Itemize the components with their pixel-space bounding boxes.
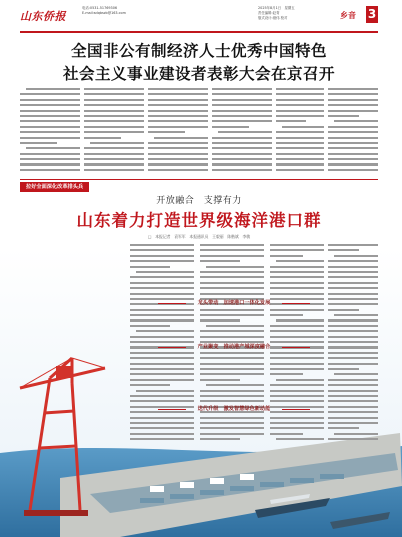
text-line: [84, 99, 144, 101]
text-line: [148, 158, 208, 160]
text-line: [200, 352, 264, 354]
text-line: [328, 309, 359, 311]
text-line: [328, 115, 359, 117]
text-line: [276, 260, 324, 262]
text-line: [328, 131, 378, 133]
text-line: [130, 417, 194, 419]
text-line: [130, 438, 194, 440]
text-line: [328, 126, 378, 128]
text-line: [212, 153, 272, 155]
text-line: [328, 352, 378, 354]
text-line: [270, 422, 324, 424]
text-line: [270, 266, 324, 268]
text-lines: [270, 244, 324, 440]
story2-column: [328, 244, 378, 444]
text-line: [200, 244, 264, 246]
text-line: [328, 363, 378, 365]
text-line: [270, 249, 324, 251]
text-line: [200, 319, 240, 321]
text-line: [130, 276, 194, 278]
story1-column: [328, 88, 378, 176]
text-line: [270, 433, 303, 435]
story2-kicker: 开放融合 支撑有力: [156, 196, 242, 206]
text-line: [130, 341, 194, 343]
text-line: [328, 330, 378, 332]
text-line: [20, 153, 80, 155]
text-line: [148, 120, 208, 122]
text-lines: [20, 88, 80, 171]
masthead-email: E-mail:sdqbszb@163.com: [82, 11, 126, 15]
text-line: [84, 131, 144, 133]
text-line: [328, 142, 378, 144]
text-line: [270, 303, 324, 305]
text-line: [328, 249, 359, 251]
text-line: [328, 244, 378, 246]
text-line: [130, 244, 194, 246]
text-line: [20, 126, 80, 128]
text-line: [276, 319, 324, 321]
text-line: [328, 384, 378, 386]
text-line: [270, 352, 324, 354]
text-line: [270, 314, 303, 316]
text-line: [148, 131, 185, 133]
text-line: [130, 255, 194, 257]
text-lines: [276, 88, 324, 171]
text-line: [130, 336, 194, 338]
text-line: [90, 142, 144, 144]
text-line: [328, 293, 378, 295]
text-line: [270, 384, 324, 386]
text-line: [328, 368, 359, 370]
masthead-rule: [20, 31, 378, 33]
text-line: [270, 293, 324, 295]
text-line: [270, 287, 324, 289]
text-line: [84, 115, 144, 117]
text-line: [200, 255, 264, 257]
text-line: [328, 395, 378, 397]
text-line: [84, 104, 144, 106]
text-lines: [212, 88, 272, 171]
text-line: [200, 363, 264, 365]
text-line: [200, 400, 264, 402]
text-line: [282, 126, 324, 128]
story1-column: [20, 88, 80, 176]
text-line: [20, 99, 80, 101]
text-line: [148, 115, 208, 117]
text-line: [328, 336, 378, 338]
text-line: [130, 319, 194, 321]
text-line: [20, 169, 80, 171]
text-line: [270, 411, 324, 413]
text-line: [270, 325, 324, 327]
text-line: [200, 271, 264, 273]
issue-proof: 版式设计:褚伟 校对: [258, 16, 288, 20]
page-number: 3: [367, 7, 377, 21]
text-line: [276, 153, 324, 155]
text-line: [328, 346, 378, 348]
text-line: [212, 104, 272, 106]
text-line: [200, 260, 240, 262]
masthead-tel: 电话:0531-51769306: [82, 6, 118, 10]
text-line: [328, 400, 378, 402]
text-line: [270, 298, 324, 300]
text-line: [200, 293, 264, 295]
text-line: [20, 137, 80, 139]
text-line: [200, 282, 264, 284]
text-line: [26, 147, 80, 149]
text-line: [130, 411, 194, 413]
text-line: [200, 433, 264, 435]
text-line: [328, 276, 378, 278]
text-line: [270, 390, 324, 392]
text-line: [84, 163, 144, 165]
text-line: [270, 363, 324, 365]
text-line: [328, 341, 378, 343]
text-line: [148, 104, 208, 106]
text-line: [270, 271, 324, 273]
newspaper-logo: 山东侨报: [20, 10, 66, 23]
text-line: [148, 163, 208, 165]
story2-headline: 山东着力打造世界级海洋港口群: [76, 211, 322, 230]
text-line: [200, 368, 264, 370]
text-line: [328, 319, 378, 321]
text-line: [276, 169, 324, 171]
text-line: [200, 357, 264, 359]
text-line: [276, 115, 324, 117]
text-line: [328, 137, 378, 139]
text-line: [328, 438, 378, 440]
text-line: [270, 244, 324, 246]
text-line: [130, 384, 170, 386]
text-line: [328, 390, 378, 392]
text-line: [200, 438, 240, 440]
text-line: [276, 438, 324, 440]
text-line: [20, 142, 57, 144]
text-line: [154, 137, 208, 139]
text-line: [334, 314, 378, 316]
text-line: [200, 336, 264, 338]
text-line: [130, 379, 194, 381]
issue-weekday: 星期五: [284, 6, 295, 10]
text-line: [270, 427, 324, 429]
text-line: [212, 99, 272, 101]
text-line: [200, 249, 264, 251]
story1-column: [84, 88, 144, 176]
text-line: [328, 357, 378, 359]
text-line: [136, 390, 194, 392]
text-line: [200, 395, 264, 397]
text-line: [130, 293, 194, 295]
story1-column: [276, 88, 324, 176]
text-line: [334, 373, 378, 375]
text-line: [130, 395, 194, 397]
text-line: [200, 314, 264, 316]
text-line: [328, 282, 378, 284]
text-line: [130, 363, 194, 365]
text-line: [328, 93, 378, 95]
text-line: [328, 422, 378, 424]
text-line: [276, 158, 324, 160]
issue-editor: 责任编辑:赵青: [258, 11, 280, 15]
text-line: [148, 169, 208, 171]
story1-headline-line1: 全国非公有制经济人士优秀中国特色: [70, 41, 327, 60]
text-line: [200, 309, 264, 311]
text-line: [206, 266, 264, 268]
text-line: [334, 120, 378, 122]
text-line: [148, 93, 208, 95]
story1-column: [212, 88, 272, 176]
text-line: [276, 99, 324, 101]
text-line: [20, 158, 80, 160]
text-line: [20, 131, 80, 133]
story2-column: [130, 244, 194, 444]
text-line: [212, 142, 272, 144]
text-line: [328, 303, 378, 305]
text-line: [20, 120, 80, 122]
text-line: [200, 330, 264, 332]
text-line: [130, 309, 194, 311]
text-line: [328, 325, 378, 327]
section-name: 乡音: [340, 10, 356, 20]
text-line: [84, 153, 144, 155]
story2-subhead: 产业聚变 推动港产城深度融合: [190, 343, 278, 352]
text-line: [212, 110, 272, 112]
text-line: [148, 110, 208, 112]
text-line: [328, 287, 378, 289]
text-line: [206, 384, 264, 386]
text-line: [20, 93, 80, 95]
text-line: [328, 271, 378, 273]
masthead-contact: [82, 6, 172, 16]
text-line: [84, 93, 144, 95]
story1-headline-line2: 社会主义事业建设者表彰大会在京召开: [62, 64, 335, 83]
story2-subhead: 迭代升级 激发智慧绿色新动能: [190, 405, 278, 414]
text-line: [270, 330, 324, 332]
text-line: [84, 158, 144, 160]
text-line: [130, 368, 194, 370]
text-line: [130, 357, 194, 359]
text-line: [136, 271, 194, 273]
text-line: [328, 298, 378, 300]
text-line: [334, 433, 378, 435]
text-line: [328, 158, 378, 160]
text-line: [270, 417, 324, 419]
text-line: [328, 147, 378, 149]
text-line: [212, 88, 272, 90]
text-line: [200, 390, 264, 392]
text-line: [328, 104, 378, 106]
text-line: [218, 131, 272, 133]
story1-column: [148, 88, 208, 176]
text-line: [270, 276, 324, 278]
text-line: [130, 282, 194, 284]
text-line: [130, 260, 194, 262]
text-line: [84, 147, 144, 149]
text-line: [270, 282, 324, 284]
text-line: [84, 88, 144, 90]
text-line: [130, 287, 194, 289]
text-line: [136, 330, 194, 332]
text-line: [84, 110, 144, 112]
text-line: [200, 287, 264, 289]
text-line: [200, 427, 264, 429]
text-line: [270, 395, 324, 397]
text-line: [20, 163, 80, 165]
text-line: [130, 325, 170, 327]
text-lines: [84, 88, 144, 171]
text-line: [270, 406, 324, 408]
text-line: [148, 142, 208, 144]
text-lines: [148, 88, 208, 171]
text-line: [130, 373, 194, 375]
issue-date: 2025年8月1日: [258, 6, 282, 10]
text-line: [270, 357, 324, 359]
text-line: [148, 88, 208, 90]
text-line: [270, 309, 324, 311]
text-line: [130, 400, 194, 402]
text-line: [212, 115, 272, 117]
masthead: [0, 0, 402, 30]
text-line: [334, 255, 378, 257]
text-line: [212, 93, 272, 95]
text-line: [276, 147, 324, 149]
text-line: [20, 110, 80, 112]
text-line: [270, 400, 324, 402]
text-line: [328, 153, 378, 155]
text-line: [212, 169, 272, 171]
text-line: [84, 126, 144, 128]
text-line: [148, 126, 208, 128]
text-line: [328, 169, 378, 171]
text-line: [130, 427, 194, 429]
text-line: [328, 110, 378, 112]
text-line: [130, 422, 194, 424]
text-line: [276, 88, 324, 90]
story2-subhead: 龙头带动 加速港口一体化发展: [190, 299, 278, 308]
text-line: [212, 120, 272, 122]
text-line: [20, 115, 80, 117]
text-line: [276, 104, 324, 106]
text-line: [276, 110, 324, 112]
text-line: [148, 147, 208, 149]
text-line: [270, 336, 324, 338]
text-line: [84, 169, 144, 171]
text-line: [276, 120, 306, 122]
text-line: [328, 99, 378, 101]
text-line: [130, 298, 194, 300]
text-line: [328, 406, 378, 408]
text-line: [276, 137, 324, 139]
text-line: [84, 120, 144, 122]
text-lines: [328, 88, 378, 171]
text-line: [200, 373, 264, 375]
text-line: [130, 406, 194, 408]
text-line: [328, 163, 378, 165]
text-line: [200, 422, 264, 424]
text-line: [212, 163, 272, 165]
story2-column: [270, 244, 324, 444]
text-line: [328, 417, 378, 419]
text-line: [276, 163, 324, 165]
text-line: [212, 137, 272, 139]
text-line: [148, 99, 208, 101]
text-line: [200, 379, 240, 381]
text-line: [328, 427, 359, 429]
text-line: [130, 433, 194, 435]
text-line: [84, 137, 121, 139]
text-line: [130, 352, 194, 354]
text-line: [276, 131, 324, 133]
text-line: [270, 341, 324, 343]
text-lines: [130, 244, 194, 440]
text-line: [270, 373, 303, 375]
text-line: [20, 104, 80, 106]
text-line: [130, 314, 194, 316]
text-line: [276, 93, 324, 95]
text-line: [26, 88, 80, 90]
text-line: [200, 276, 264, 278]
masthead-issue: [258, 6, 348, 21]
text-line: [276, 142, 324, 144]
text-line: [276, 379, 324, 381]
text-line: [328, 260, 378, 262]
text-line: [212, 147, 272, 149]
text-line: [206, 325, 264, 327]
text-line: [130, 249, 194, 251]
text-line: [270, 255, 303, 257]
text-line: [328, 379, 378, 381]
series-tag: 拉好全面深化改革排头兵: [20, 182, 89, 192]
story-divider: [20, 179, 378, 180]
story2-byline: □ 本报记者 袁军军 本报通讯员 王毅丽 陈楷斌 李敏: [147, 234, 251, 239]
text-line: [328, 266, 378, 268]
text-line: [200, 417, 264, 419]
text-line: [328, 88, 378, 90]
text-line: [130, 266, 170, 268]
text-line: [130, 303, 194, 305]
text-lines: [328, 244, 378, 440]
text-line: [328, 411, 378, 413]
text-line: [148, 153, 208, 155]
text-line: [212, 126, 249, 128]
text-line: [212, 158, 272, 160]
text-line: [270, 368, 324, 370]
